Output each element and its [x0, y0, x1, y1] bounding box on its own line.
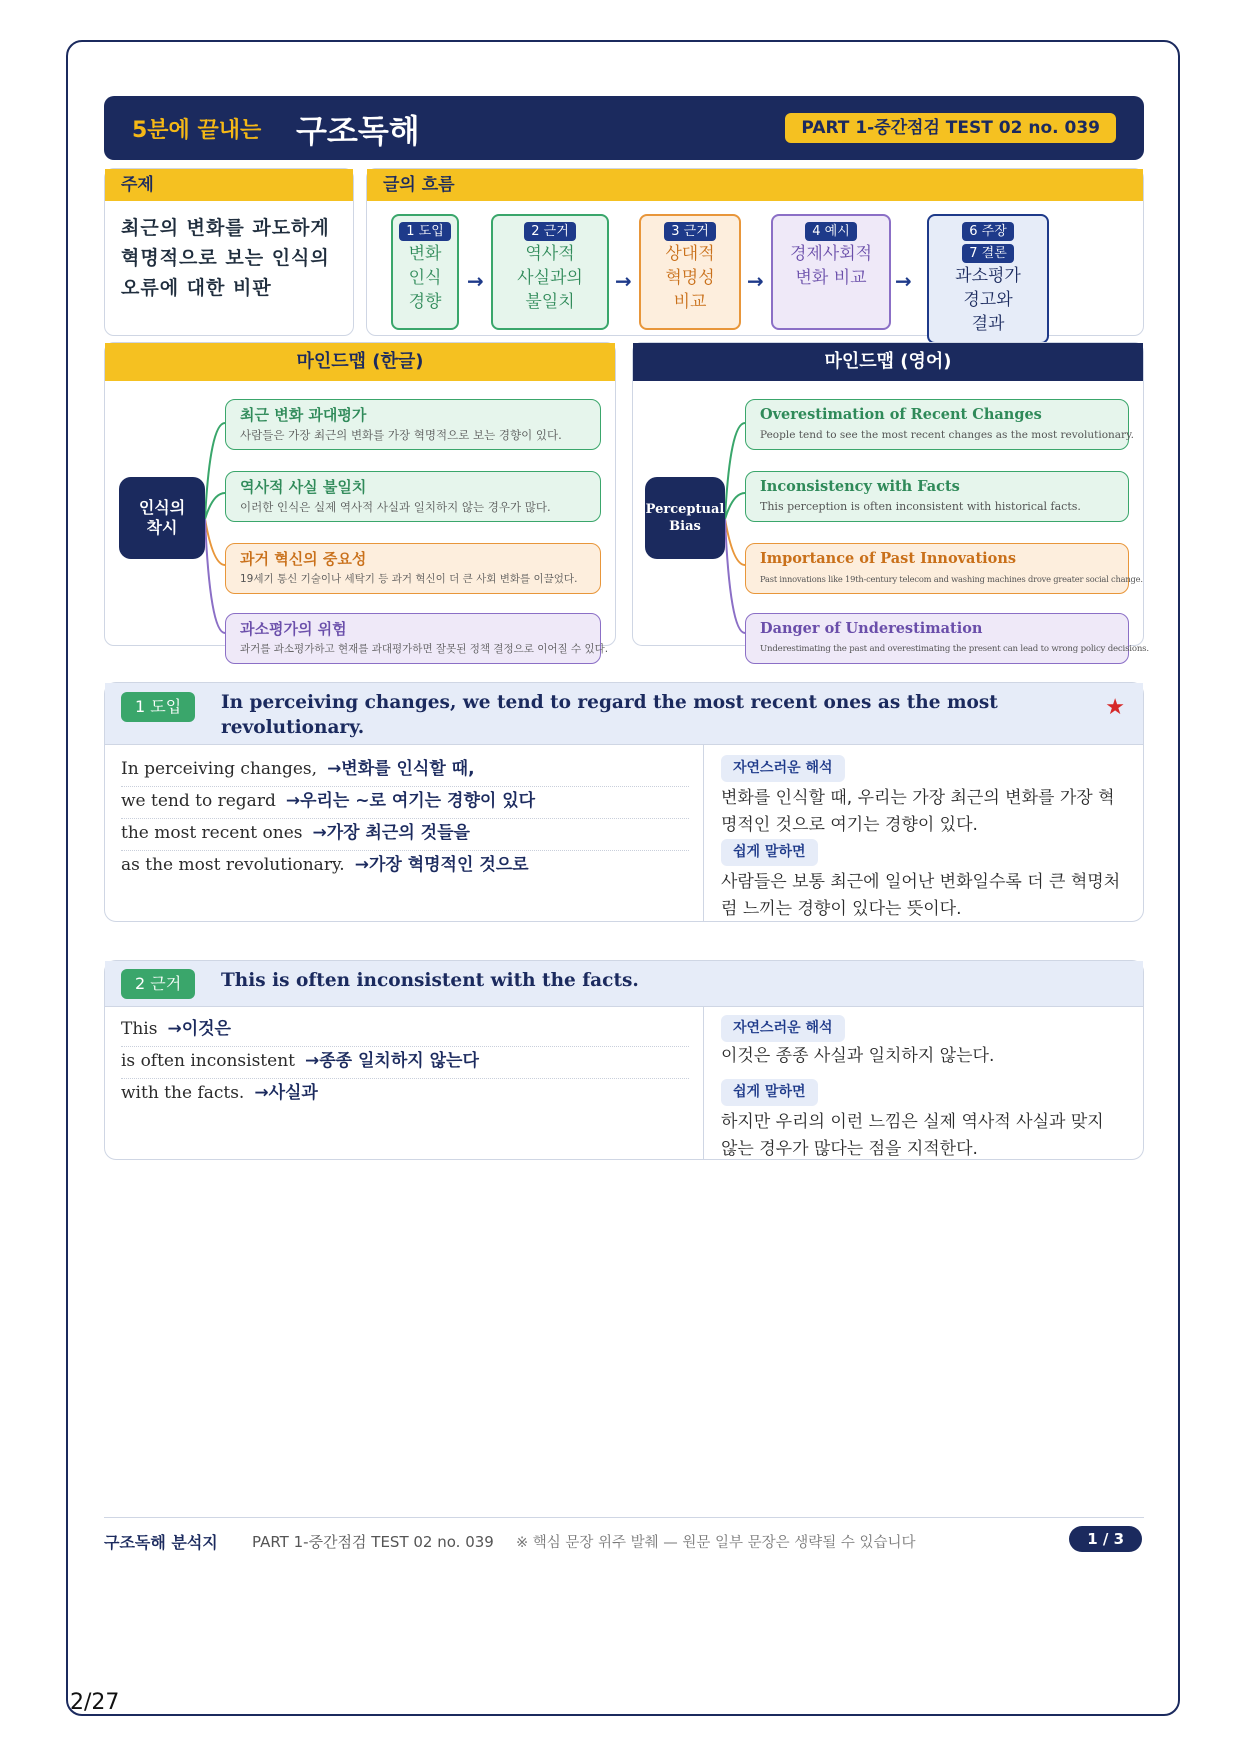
mindmap-ko-node-1 [225, 399, 601, 450]
translation-panel [705, 1007, 1143, 1159]
flow-arrow: → [747, 269, 764, 293]
flow-step-line: 사실과의 [517, 268, 583, 288]
mindmap-node-title: 최근 변화 과대평가 [240, 406, 367, 424]
chunk-ko: →종종 일치하지 않는다 [304, 1051, 479, 1071]
sentence-section-2 [104, 960, 1144, 1160]
chunk-ko: →변화를 인식할 때, [327, 759, 475, 779]
flow-step-tag: 1 도입 [399, 222, 451, 241]
chunk-list [105, 745, 704, 921]
chunk-ko: →우리는 ~로 여기는 경향이 있다 [285, 791, 536, 811]
mindmap-en-node-4 [745, 613, 1149, 664]
flow-step-tag: 6 주장 [962, 222, 1014, 241]
sentence-title: In perceiving changes, we tend to regard the most recent ones as the most revolutionary. [221, 692, 998, 738]
flow-label: 글의 흐름 [367, 169, 1143, 201]
mindmap-center-line: 착시 [146, 518, 178, 537]
footer-note: ※ 핵심 문장 위주 발췌 — 원문 일부 문장은 생략될 수 있습니다 [516, 1535, 916, 1551]
chunk-en: with the facts. [121, 1083, 245, 1103]
chunk-row [121, 817, 689, 851]
easy-explanation: 하지만 우리의 이런 느낌은 실제 역사적 사실과 맞지 않는 경우가 많다는 점을 지적한다. [721, 1112, 1104, 1159]
sentence-badge: 2 근거 [121, 969, 195, 999]
mindmap-ko-node-2 [225, 471, 601, 522]
mindmap-en-node-2 [745, 471, 1129, 522]
chunk-en: as the most revolutionary. [121, 855, 345, 875]
sentence-header [105, 683, 1143, 745]
mindmap-node-desc: 사람들은 가장 최근의 변화를 가장 혁명적으로 보는 경향이 있다. [240, 428, 562, 442]
mindmap-center-line: Bias [669, 519, 701, 534]
mindmap-ko-center [119, 477, 205, 559]
mindmap-node-title: 과소평가의 위험 [240, 620, 347, 638]
mindmap-node-title: Overestimation of Recent Changes [760, 406, 1042, 423]
flow-step-3 [639, 214, 741, 330]
test-code-badge: PART 1-중간점검 TEST 02 no. 039 [785, 113, 1116, 143]
flow-step-tag: 3 근거 [664, 222, 716, 241]
flow-step-line: 결과 [971, 314, 1005, 334]
sentence-title: This is often inconsistent with the facts. [221, 970, 639, 991]
natural-translation-label: 자연스러운 해석 [721, 755, 845, 782]
mindmap-node-desc: 과거를 과소평가하고 현재를 과대평가하면 잘못된 정책 결정으로 이어질 수 있다. [240, 643, 609, 655]
mindmap-node-title: 과거 혁신의 중요성 [240, 550, 367, 568]
flow-step-tag: 4 예시 [805, 222, 857, 241]
mindmap-ko-label: 마인드맵 (한글) [105, 343, 615, 381]
chunk-row [121, 1045, 689, 1079]
topic-label: 주제 [105, 169, 353, 201]
chunk-en: the most recent ones [121, 823, 303, 843]
page-sheet [66, 40, 1180, 1716]
flow-arrow: → [615, 269, 632, 293]
mindmap-node-desc: People tend to see the most recent changes as the most revolutionary. [760, 429, 1134, 441]
footer-divider [104, 1517, 1144, 1518]
chunk-row [121, 849, 689, 883]
flow-step-line: 인식 [408, 268, 442, 288]
flow-step-line: 역사적 [525, 244, 575, 264]
chunk-row [121, 785, 689, 819]
flow-step-line: 경향 [408, 292, 442, 312]
mindmap-node-title: 역사적 사실 불일치 [240, 478, 367, 496]
flow-step-line: 변화 [408, 244, 442, 264]
mindmap-node-desc: 19세기 통신 기술이나 세탁기 등 과거 혁신이 더 큰 사회 변화를 이끌었다. [240, 573, 578, 585]
easy-explanation: 사람들은 보통 최근에 일어난 변화일수록 더 큰 혁명처럼 느끼는 경향이 있다는 뜻이다. [721, 872, 1121, 919]
chunk-row [121, 753, 689, 787]
viewer-page-counter: 2/27 [70, 1690, 120, 1715]
flow-step-tag: 7 결론 [962, 244, 1014, 263]
mindmap-node-title: Importance of Past Innovations [760, 550, 1017, 567]
brand-subtitle: 5분에 끝내는 [132, 118, 262, 143]
flow-step-tag: 2 근거 [524, 222, 576, 241]
mindmap-en-label: 마인드맵 (영어) [633, 343, 1143, 381]
natural-translation: 이것은 종종 사실과 일치하지 않는다. [721, 1046, 995, 1066]
flow-step-line: 변화 비교 [795, 268, 867, 288]
chunk-en: In perceiving changes, [121, 759, 318, 779]
brand-title: 구조독해 [296, 112, 420, 150]
flow-step-5 [927, 214, 1049, 344]
mindmap-en-node-3 [745, 543, 1143, 594]
flow-step-line: 과소평가 [955, 266, 1021, 286]
flow-step-line: 비교 [673, 292, 707, 312]
natural-translation: 변화를 인식할 때, 우리는 가장 최근의 변화를 가장 혁명적인 것으로 여기는 경향이 있다. [721, 788, 1115, 835]
sentence-section-1 [104, 682, 1144, 922]
mindmap-node-title: Inconsistency with Facts [760, 478, 960, 495]
mindmap-ko-node-3 [225, 543, 601, 594]
flow-step-line: 경고와 [963, 290, 1013, 310]
flow-step-2 [491, 214, 609, 330]
footer-test-code: PART 1-중간점검 TEST 02 no. 039 [252, 1533, 494, 1551]
chunk-ko: →가장 최근의 것들을 [312, 823, 470, 843]
flow-panel [366, 168, 1144, 336]
footer-brand: 구조독해 분석지 [104, 1533, 218, 1552]
flow-arrow: → [467, 269, 484, 293]
chunk-en: This [121, 1019, 158, 1039]
flow-step-4 [771, 214, 891, 330]
flow-arrow: → [895, 269, 912, 293]
mindmap-en-node-1 [745, 399, 1134, 450]
chunk-ko: →이것은 [167, 1019, 231, 1039]
mindmap-node-desc: 이러한 인식은 실제 역사적 사실과 일치하지 않는 경우가 많다. [240, 500, 551, 514]
easy-explanation-label: 쉽게 말하면 [721, 1079, 818, 1106]
easy-explanation-label: 쉽게 말하면 [721, 839, 818, 866]
mindmap-center-line: Perceptual [645, 502, 725, 517]
chunk-en: is often inconsistent [121, 1051, 295, 1071]
mindmap-node-desc: This perception is often inconsistent with historical facts. [760, 500, 1081, 513]
footer-page-indicator: 1 / 3 [1069, 1526, 1142, 1552]
chunk-list [105, 1007, 704, 1159]
chunk-ko: →가장 혁명적인 것으로 [354, 855, 529, 875]
flow-step-line: 혁명성 [665, 268, 715, 288]
mindmap-en-center [645, 477, 725, 559]
chunk-en: we tend to regard [121, 791, 276, 811]
sentence-header [105, 961, 1143, 1007]
mindmap-node-desc: Past innovations like 19th-century telecom and washing machines drove greater social change. [760, 574, 1143, 584]
flow-step-line: 불일치 [525, 292, 575, 312]
flow-step-line: 상대적 [665, 244, 715, 264]
mindmap-node-title: Danger of Underestimation [760, 620, 983, 637]
flow-step-1 [391, 214, 459, 330]
translation-panel [705, 745, 1143, 921]
natural-translation-label: 자연스러운 해석 [721, 1015, 845, 1042]
mindmap-en-panel [632, 342, 1149, 654]
chunk-ko: →사실과 [254, 1083, 318, 1103]
mindmap-ko-node-4 [225, 613, 609, 664]
mindmap-center-line: 인식의 [138, 498, 186, 517]
sentence-badge: 1 도입 [121, 692, 195, 722]
mindmap-node-desc: Underestimating the past and overestimating the present can lead to wrong policy decisions. [760, 644, 1149, 654]
topic-text: 최근의 변화를 과도하게 혁명적으로 보는 인식의 오류에 대한 비판 [121, 217, 330, 299]
flow-step-line: 경제사회적 [789, 244, 873, 264]
mindmap-ko-panel [104, 342, 616, 655]
chunk-row [121, 1077, 689, 1111]
star-icon: ★ [1105, 695, 1125, 720]
chunk-row [121, 1013, 689, 1047]
topic-panel [104, 168, 354, 336]
header-bar [104, 96, 1144, 160]
